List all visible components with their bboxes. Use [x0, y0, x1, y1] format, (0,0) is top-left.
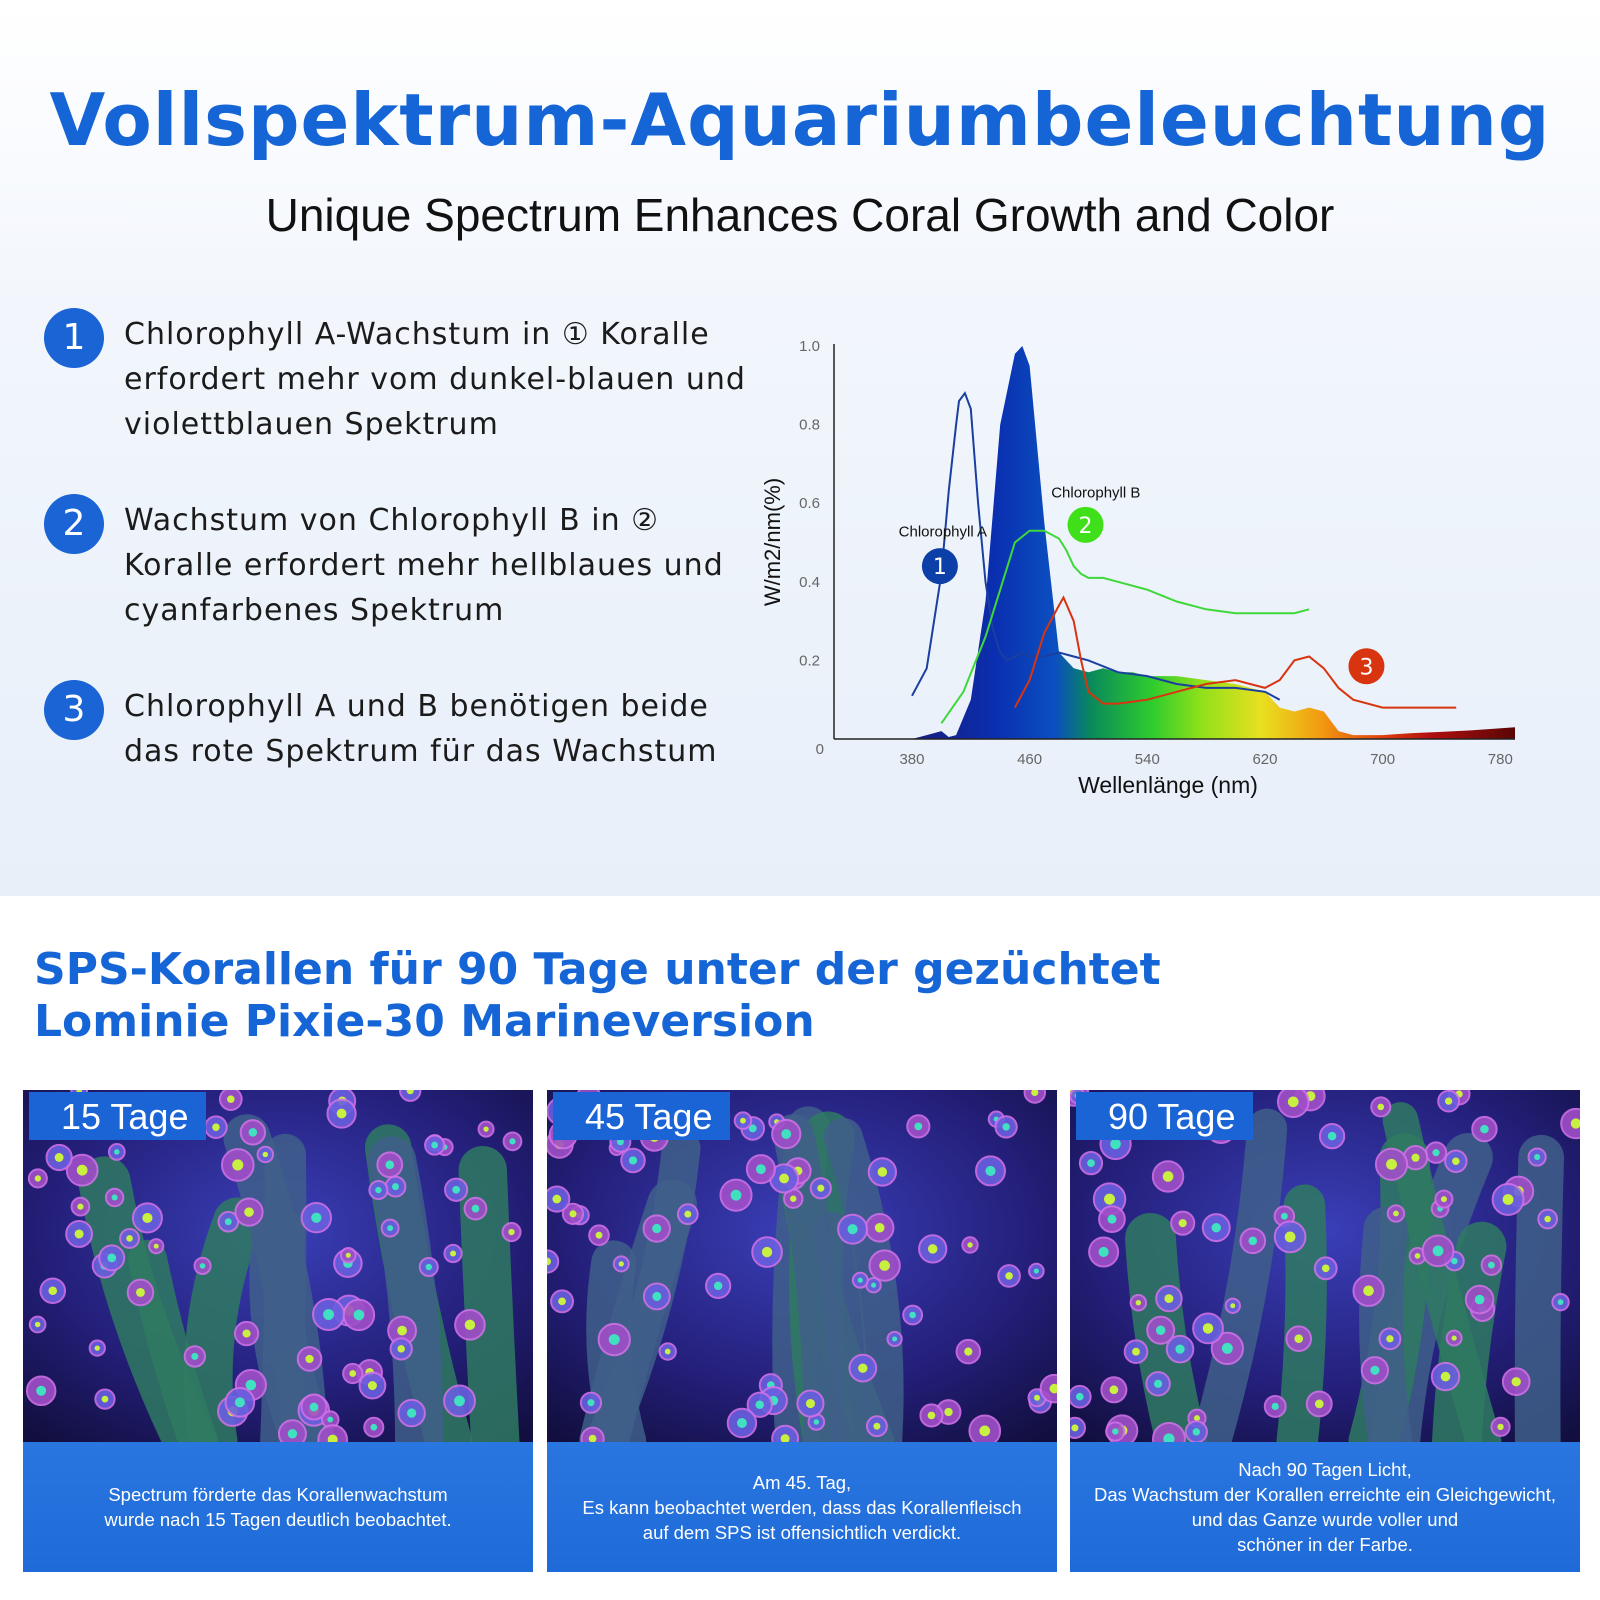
coral-polyp-center	[1415, 1253, 1421, 1259]
coral-polyp-center	[1475, 1295, 1485, 1305]
y-tick-label: 0.4	[799, 573, 820, 591]
coral-polyp-center	[1432, 1149, 1439, 1156]
day-tag: 15 Tage	[29, 1092, 206, 1140]
coral-polyp-center	[114, 1149, 120, 1155]
page-title: Vollspektrum-Aquariumbeleuchtung	[49, 78, 1551, 162]
coral-polyp-center	[1294, 1334, 1303, 1343]
coral-polyp-center	[1544, 1216, 1551, 1223]
coral-polyp-center	[928, 1412, 936, 1420]
coral-polyp-center	[1179, 1219, 1187, 1227]
coral-polyp-center	[1480, 1125, 1489, 1134]
coral-polyp-center	[112, 1194, 118, 1200]
coral-polyp-center	[452, 1186, 460, 1194]
coral-polyp-center	[232, 1159, 243, 1170]
coral-polyp-center	[806, 1399, 815, 1408]
coral-branch	[1538, 1158, 1542, 1442]
annotation-label: Chlorophyll A	[898, 523, 988, 541]
series-led-spectrum-area	[912, 346, 1515, 739]
coral-polyp-center	[914, 1122, 922, 1130]
coral-polyp-center	[95, 1345, 100, 1350]
coral-polyp-center	[1558, 1299, 1564, 1305]
coral-polyp-center	[1285, 1232, 1296, 1243]
coral-polyp-center	[596, 1232, 603, 1239]
coral-polyp-center	[227, 1095, 235, 1103]
coral-polyp-center	[1445, 1097, 1452, 1104]
coral-polyp-center	[1512, 1377, 1521, 1386]
coral-polyp-center	[200, 1263, 206, 1269]
coral-photo	[547, 1090, 1057, 1442]
coral-polyp-center	[1104, 1194, 1115, 1205]
coral-polyp-center	[731, 1190, 742, 1201]
coral-polyp-center	[375, 1187, 381, 1193]
x-axis-label: Wellenlänge (nm)	[1078, 772, 1258, 798]
coral-polyp-center	[967, 1242, 972, 1247]
gallery-title-line-1: SPS-Korallen für 90 Tage unter der gezüchtet	[34, 944, 1161, 995]
coral-polyp-center	[454, 1396, 465, 1407]
coral-polyp-center	[848, 1224, 858, 1234]
coral-polyp-center	[1386, 1335, 1393, 1342]
coral-polyp-center	[77, 1165, 88, 1176]
coral-polyp-center	[1441, 1372, 1451, 1382]
coral-polyp-center	[879, 1260, 890, 1271]
y-tick-label: 0.2	[799, 652, 820, 670]
coral-polyp-center	[1315, 1400, 1324, 1409]
coral-polyp-center	[928, 1244, 938, 1254]
coral-polyp-center	[1193, 1428, 1200, 1435]
coral-polyp-center	[652, 1292, 661, 1301]
coral-polyp-center	[1034, 1269, 1039, 1274]
coral-polyp-center	[346, 1253, 351, 1258]
coral-polyp-center	[781, 1129, 791, 1139]
coral-polyp-center	[235, 1397, 245, 1407]
coral-polyp-center	[1156, 1326, 1165, 1335]
coral-polyp-center	[1441, 1196, 1447, 1202]
coral-polyp-center	[142, 1213, 152, 1223]
coral-polyp-center	[1534, 1154, 1540, 1160]
coral-polyp-center	[1071, 1424, 1078, 1431]
coral-polyp-center	[1112, 1428, 1118, 1434]
coral-polyp-center	[509, 1138, 515, 1144]
feature-number-badge: 2	[44, 494, 104, 554]
coral-polyp-center	[714, 1282, 722, 1290]
coral-branch	[833, 1231, 851, 1442]
coral-polyp-center	[349, 1370, 356, 1377]
gallery-title-line-2: Lominie Pixie-30 Marineversion	[34, 996, 815, 1047]
coral-polyp-center	[552, 1195, 561, 1204]
day-tag: 90 Tage	[1076, 1092, 1253, 1140]
x-tick-label: 700	[1370, 751, 1396, 768]
card-caption: Spectrum förderte das Korallenwachstum wurde nach 15 Tagen deutlich beobachtet.	[23, 1442, 533, 1572]
y-tick-label: 1.0	[799, 338, 820, 355]
coral-polyp-center	[1164, 1294, 1173, 1303]
coral-polyp-center	[354, 1310, 365, 1321]
coral-polyp-center	[1377, 1104, 1384, 1111]
coral-polyp-center	[755, 1400, 763, 1408]
feature-text: Chlorophyll A und B benötigen beide das rote Spektrum für das Wachstum	[124, 689, 718, 769]
coral-polyp-center	[426, 1264, 432, 1270]
coral-polyp-center	[1230, 1303, 1235, 1308]
y-tick-label: 0.8	[799, 416, 820, 434]
coral-polyp-center	[77, 1204, 83, 1210]
coral-card-15-days	[23, 1090, 533, 1572]
coral-polyp-center	[909, 1312, 916, 1319]
coral-polyp-center	[756, 1164, 766, 1174]
coral-polyp-center	[1110, 1385, 1119, 1394]
coral-polyp-center	[740, 1118, 746, 1124]
coral-polyp-center	[873, 1423, 880, 1430]
coral-polyp-center	[652, 1224, 661, 1233]
coral-photo	[1070, 1090, 1580, 1442]
coral-polyp-center	[407, 1408, 416, 1417]
coral-polyp-center	[311, 1213, 321, 1223]
coral-polyp-center	[871, 1283, 876, 1288]
coral-polyp-center	[1212, 1223, 1221, 1232]
coral-polyp-center	[814, 1419, 819, 1424]
card-caption: Am 45. Tag, Es kann beobachtet werden, dass das Korallenfleisch auf dem SPS ist offensichtlich verdickt.	[547, 1442, 1057, 1572]
feature-number-badge: 3	[44, 680, 104, 740]
coral-polyp-center	[878, 1167, 888, 1177]
coral-polyp-center	[1034, 1395, 1040, 1401]
coral-polyp-center	[1322, 1264, 1330, 1272]
feature-text: Wachstum von Chlorophyll B in ② Koralle erfordert mehr hellblaues und cyanfarbenes Spektrum	[124, 503, 724, 628]
coral-polyp-center	[126, 1235, 133, 1242]
coral-polyp-center	[246, 1380, 257, 1391]
coral-polyp-center	[1087, 1159, 1095, 1167]
coral-polyp-center	[1163, 1171, 1174, 1182]
coral-polyp-center	[944, 1408, 952, 1416]
x-tick-label: 620	[1252, 751, 1278, 768]
coral-polyp-center	[450, 1251, 456, 1257]
coral-polyp-center	[790, 1196, 796, 1202]
coral-polyp-center	[212, 1123, 220, 1131]
coral-polyp-center	[387, 1225, 393, 1231]
coral-polyp-center	[465, 1320, 475, 1330]
coral-polyp-center	[619, 1261, 624, 1266]
coral-polyp-center	[483, 1126, 488, 1131]
coral-polyp-center	[397, 1345, 404, 1352]
coral-polyp-center	[392, 1183, 399, 1190]
coral-polyp-center	[558, 1298, 566, 1306]
coral-polyp-center	[288, 1429, 297, 1438]
coral-polyp-center	[858, 1363, 867, 1372]
coral-polyp-center	[665, 1349, 671, 1355]
annotation-badge-number: 2	[1078, 513, 1093, 539]
coral-polyp-center	[249, 1128, 258, 1137]
coral-branch	[1457, 1247, 1482, 1442]
series-line-1	[912, 393, 1280, 700]
annotation-badge-number: 3	[1359, 655, 1374, 681]
coral-polyp-center	[1363, 1285, 1374, 1296]
coral-polyp-center	[1433, 1245, 1444, 1256]
coral-polyp-center	[48, 1286, 57, 1295]
coral-polyp-center	[737, 1418, 747, 1428]
coral-polyp-center	[1076, 1393, 1084, 1401]
coral-polyp-center	[136, 1288, 145, 1297]
card-caption: Nach 90 Tagen Licht, Das Wachstum der Korallen erreichte ein Gleichgewicht, und das Ganze wurde voller und schöner in der Farbe.	[1070, 1442, 1580, 1572]
coral-polyp-center	[875, 1223, 885, 1233]
coral-polyp-center	[323, 1309, 334, 1320]
coral-polyp-center	[858, 1278, 863, 1283]
coral-polyp-center	[1132, 1348, 1140, 1356]
coral-polyp-center	[1110, 1139, 1121, 1150]
feature-number-badge: 1	[44, 308, 104, 368]
coral-polyp-center	[508, 1229, 514, 1235]
coral-polyp-center	[1411, 1154, 1419, 1162]
y-tick-label: 0.6	[799, 495, 820, 513]
coral-card-45-days	[547, 1090, 1057, 1572]
coral-polyp-center	[102, 1396, 109, 1403]
coral-polyp-center	[1452, 1335, 1457, 1340]
coral-polyp-center	[310, 1403, 319, 1412]
coral-polyp-center	[431, 1142, 438, 1149]
coral-polyp-center	[1497, 1424, 1503, 1430]
coral-polyp-center	[225, 1218, 232, 1225]
coral-polyp-center	[1203, 1323, 1213, 1333]
coral-polyp-center	[892, 1336, 897, 1341]
coral-polyp-center	[609, 1334, 620, 1345]
x-tick-label: 380	[899, 751, 925, 768]
coral-polyp-center	[385, 1160, 394, 1169]
annotation-badge-number: 1	[932, 555, 947, 581]
coral-polyp-center	[107, 1253, 116, 1262]
annotation-label: Chlorophyll B	[1051, 484, 1141, 502]
coral-polyp-center	[569, 1210, 576, 1217]
feature-text: Chlorophyll A-Wachstum in ① Koralle erfordert mehr vom dunkel-blauen und violettblauen Spektrum	[124, 317, 746, 442]
coral-polyp-center	[75, 1229, 84, 1238]
coral-polyp-center	[154, 1244, 159, 1249]
y-tick-label: 0	[815, 741, 824, 758]
coral-polyp-center	[629, 1156, 637, 1164]
coral-polyp-center	[244, 1207, 254, 1217]
gallery-title	[34, 944, 1234, 1048]
coral-card-90-days	[1070, 1090, 1580, 1572]
coral-polyp-center	[397, 1326, 407, 1336]
coral-polyp-center	[1175, 1344, 1184, 1353]
coral-polyp-center	[35, 1322, 40, 1327]
day-tag: 45 Tage	[553, 1092, 730, 1140]
x-tick-label: 460	[1017, 751, 1043, 768]
coral-polyp-center	[1099, 1247, 1109, 1257]
spectrum-chart	[760, 330, 1560, 820]
coral-polyp-center	[305, 1355, 313, 1363]
coral-polyp-center	[762, 1247, 772, 1257]
coral-polyp-center	[263, 1152, 268, 1157]
coral-polyp-center	[1002, 1123, 1009, 1130]
coral-polyp-center	[1393, 1211, 1399, 1217]
coral-polyp-center	[1272, 1403, 1279, 1410]
coral-polyp-center	[35, 1175, 41, 1181]
coral-polyp-center	[684, 1211, 691, 1218]
coral-polyp-center	[1370, 1366, 1379, 1375]
coral-polyp-center	[1154, 1380, 1162, 1388]
coral-polyp-center	[327, 1417, 333, 1423]
coral-polyp-center	[1386, 1159, 1397, 1170]
coral-polyp-center	[817, 1185, 824, 1192]
coral-polyp-center	[1503, 1194, 1514, 1205]
coral-polyp-center	[1288, 1096, 1299, 1107]
coral-polyp-center	[55, 1153, 64, 1162]
y-axis-label: W/m2/nm(%)	[760, 477, 785, 607]
coral-polyp-center	[779, 1174, 789, 1184]
x-tick-label: 780	[1487, 751, 1513, 768]
coral-polyp-center	[337, 1109, 347, 1119]
coral-polyp-center	[36, 1386, 46, 1396]
coral-polyp-center	[985, 1166, 995, 1176]
coral-polyp-center	[243, 1329, 251, 1337]
coral-polyp-center	[191, 1353, 198, 1360]
coral-polyp-center	[1281, 1213, 1288, 1220]
coral-polyp-center	[1248, 1237, 1257, 1246]
coral-polyp-center	[368, 1381, 377, 1390]
page-subtitle: Unique Spectrum Enhances Coral Growth and Color	[265, 189, 1335, 241]
coral-polyp-center	[1005, 1272, 1013, 1280]
coral-polyp-center	[979, 1425, 990, 1436]
coral-polyp-center	[472, 1205, 480, 1213]
coral-polyp-center	[1222, 1343, 1233, 1354]
coral-polyp-center	[1328, 1132, 1337, 1141]
coral-polyp-center	[1136, 1300, 1141, 1305]
x-tick-label: 540	[1134, 751, 1160, 768]
coral-polyp-center	[1488, 1262, 1495, 1269]
coral-polyp-center	[964, 1347, 972, 1355]
coral-polyp-center	[587, 1399, 594, 1406]
coral-polyp-center	[370, 1424, 377, 1431]
coral-photo	[23, 1090, 533, 1442]
coral-polyp-center	[1452, 1158, 1460, 1166]
coral-polyp-center	[1107, 1215, 1116, 1224]
